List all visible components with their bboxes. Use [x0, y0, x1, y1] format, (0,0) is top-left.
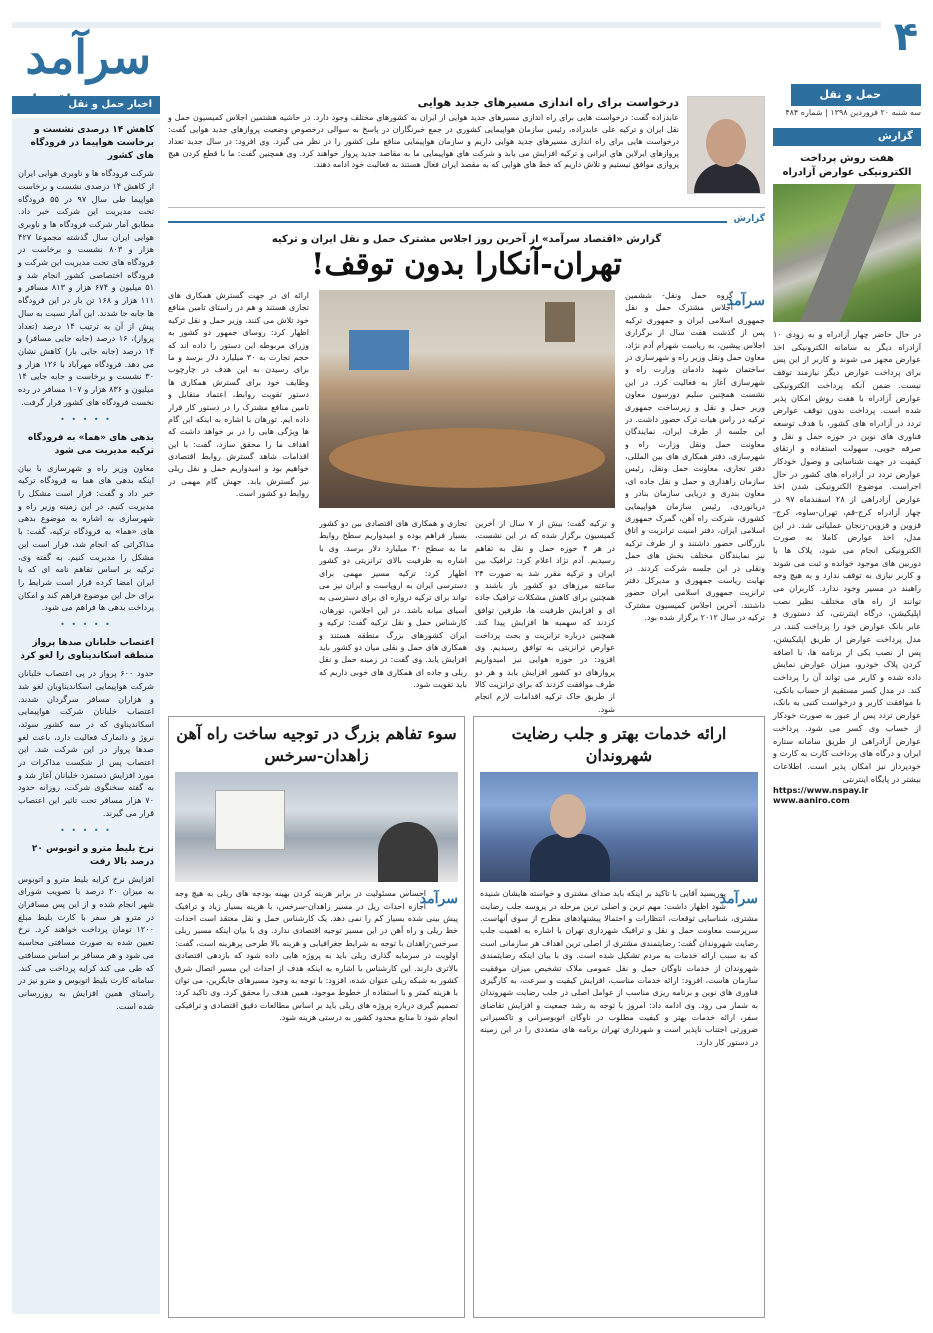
feature-headline: تهران-آنکارا بدون توقف! — [311, 247, 622, 282]
meeting-table-shape — [329, 428, 605, 488]
feature-column-4: ارائه ای در جهت گسترش همکاری های تجاری هستند و هم در راستای تامین منافع خود تلاش می کنند. وزیر حمل و نقل ترکیه اظهار کرد: روسای جمهور دو کشور به وزرای مربوطه این دستور را داده اند که حجم تجارت به ۳۰ میلیارد دلار برسد و ما برای رسیدن به این هدف در چارچوب وظایف خود برای گسترش همکاری ها دستور تقویت روابط، اعتماد متقابل و تامین منافع مشترک را در دستور کار قرار داده ایم. تورهان با اشاره به اینکه این گام ها ویژگی هایی را در بر خواهد داشت که اهداف ما را محقق سازد، گفت: با این اقدامات شاهد گسترش روابط اقتصادی خواهیم بود و امیدواریم حمل و نقل ریلی نیز گسترش یابد. جهش گام مهمی در روابط دو کشور است. — [168, 291, 309, 499]
news-item-body: معاون وزیر راه و شهرسازی با بیان اینکه بدهی های هما به فرودگاه ترکیه خبر داد و گفت: قرار است مشکل را مدیریت کنیم. در این زمینه وزیر راه و شهرسازی به اشاره به موضوع بدهی های «هما» به فرودگاه ترکیه، گفت: با مذاکراتی که انجام شد، قرار است این مشکل را مدیریت کنیم. به گفته وی، ترکیه بر اساس تفاهم نامه ای که با ایران امضا کرده قرار است شرایط را برای حل این موضوع فراهم کند و امکان پرداخت بدهی ها فراهم می شود. — [18, 462, 154, 613]
news-item-title: اعتصاب خلبانان صدها پرواز منطقه اسکاندیناوی را لغو کرد — [20, 638, 154, 662]
highway-photo — [773, 184, 921, 322]
top-story-body: عابدزاده گفت: درخواست هایی برای راه اندازی مسیرهای جدید هوایی از ایران به کشورهای مختلف وجود دارد. در حاشیه هشتمین اجلاس کمیسیون حمل و نقل ایران و ترکیه علی عابدزاده، رئیس سازمان هواپیمایی کشوری در جمع خبرنگاران در پاسخ به سوالی درخصوص وضعیت پروازهای جدید هوایی گفت: درخواست هایی برای راه اندازی مسیرهای جدید هوایی داریم و سازمان هواپیمایی منافع ملی کشور را در نظر می گیرد. وی افزود: در سال جدید تعداد پروازهای ایرلاین های ایرانی و ترکیه افزایش می یابد و شرکت های هواپیمایی ما به مقاصد جدید پرواز خواهند کرد. وی همچنین گفت: ما با قطع کردن هیچ پروازی موافق نیستیم و تلاش داریم که خط های هوایی که به مقصد ایران فعال هستند به فعالیت خود ادامه دهند. — [168, 113, 679, 170]
feature-kicker: گزارش «اقتصاد سرآمد» از آخرین روز اجلاس مشترک حمل و نقل ایران و ترکیه — [271, 234, 662, 245]
railway-body — [175, 888, 458, 1024]
citizen-services-box — [473, 716, 765, 1318]
meeting-screen-shape — [349, 330, 409, 370]
meeting-wall-shape — [545, 302, 575, 342]
section-label: حمل و نقل — [791, 84, 921, 106]
feature-rule — [168, 221, 765, 223]
railway-visit-photo — [175, 772, 458, 882]
news-item-title: بدهی های «هما» به فرودگاه ترکیه مدیریت می شود — [27, 432, 154, 456]
speaker-body-shape — [530, 834, 610, 882]
visitors-shape — [378, 822, 438, 882]
byline-logo-icon: سرآمد — [726, 293, 765, 309]
map-board-shape — [215, 790, 285, 850]
edition-line: سه شنبه ۲۰ فروردین ۱۳۹۸ | شماره ۴۸۴ — [785, 108, 921, 117]
speaker-photo — [480, 772, 758, 882]
road-lane-shape — [796, 184, 901, 322]
header-top-rule — [12, 22, 881, 28]
speaker-head-shape — [550, 794, 586, 838]
masthead-title: سرآمد — [25, 30, 151, 84]
citizen-services-title: ارائه خدمات بهتر و جلب رضایت شهروندان — [511, 724, 727, 765]
lower-boxes — [168, 716, 765, 1318]
portrait-suit-shape — [694, 163, 760, 194]
feature-column-1-text: گروه حمل ونقل- ششمین اجلاس مشترک حمل و نقل جمهوری اسلامی ایران و جمهوری ترکیه پس از گذشت هفت سال از برگزاری اجلاس پیشین، به ریاست شهرام آدم نژاد، معاون حمل ونقل وزیر راه و شهرسازی در ساختمان شهید دادمان وزارت راه و شهرسازی آغاز به فعالیت کرد. در این نشست همچنین سلیم دورسون معاون وزیر حمل و نقل و زیرساخت جمهوری ترکیه در راس هیات ترک حضور داشت. در این جلسه از طرف ایران، نمایندگان معاونت حمل ونقل وزارت راه و شهرسازی، دفتر همکاری های بین المللی، دفتر تجاری، معاونت حمل ونقل، رئیس سازمان راهداری و حمل و نقل جاده ای، معاون بندری و دریایی سازمان بنادر و دریانوردی، رئیس سازمان هواپیمایی کشوری، شرکت راه آهن، گمرک جمهوری اسلامی ایران، دفتر امنیت ترانزیت و اتاق بازرگانی حضور داشتند و از طرف ترکیه نیز نمایندگان مختلف بخش های حمل ونقلی در این جلسه شرکت کردند. در نهایت ریاست جمهوری و مدیرکل دفتر ترانزیت جمهوری اسلامی ایران حضور داشتند. آخرین اجلاس کمیسیون مشترک ترکیه در سال ۲۰۱۲ برگزار شده بود. — [625, 291, 765, 623]
nspay-url[interactable]: https://www.nspay.ir — [773, 785, 869, 796]
right-column-report — [773, 128, 921, 1318]
right-column-body: در حال حاضر چهار آزادراه و به زودی ۱۰ آزادراه دیگر به سامانه الکترونیکی اخذ عوارض مجهز می شوند و کاربر از این پس برای پرداخت عوارض دیگر نیازمند توقف نیست. ضمن آنکه پرداخت الکترونیکی عوارض آزادراه با هفت روش امکان پذیر شده است. پرداخت بدون توقف عوارض تردد در آزادراه های کشور، با هدف توسعه فناوری های نوین در حوزه حمل و نقل و صرفه جویی، سهولت استفاده و ارتقای کیفیت در جهت شناسایی و وصول خودکار عوارض تردد در آزادراه های کشور در حال اجراست. موضوع الکترونیکی شدن اخذ عوارض آزادراهی از ۲۸ اسفندماه ۹۷ در چهار آزادراه کرج-قم، تهران-ساوه، کرج-قزوین و قزوین-زنجان عملیاتی شد. در این مدل، اخذ عوارض کاملا به صورت الکترونیکی انجام می شود، پلاک ها با دوربین های موجود خوانده و ثبت می شوند و کاربر نیازی به توقف ندارد و به هیچ وجه راهبند در مسیر وجود ندارد. کاربران می توانند از راه های مختلف نظیر نصب اپلیکیشن، درگاه اینترنتی، کد دستوری و عابر بانک عوارض خود را پرداخت کنند. در مدل پرداخت عوارض از طریق اپلیکیشن، پس از نصب یکی از برنامه ها، با اضافه کردن پلاک خودرو، میزان عوارض نمایش داده شده و کاربر می تواند آن را پرداخت کند. در مدل کسر مستقیم از حساب بانکی، با موافقت کاربر و درخواست کتبی به بانک، عوارض تردد پس از عبور به صورت خودکار از حساب وی کسر می شود. پرداخت عوارض آزادراهی از طریق سامانه ستاره ایران و درگاه های پرداخت کارت به کارت و خودپرداز نیز امکان پذیر است. اطلاعات بیشتر در پایگاه اینترنتی — [773, 329, 922, 784]
top-story — [168, 96, 765, 208]
byline-logo-icon: سرآمد — [719, 891, 758, 908]
citizen-services-text: پوریسید آقایی با تاکید بر اینکه باید صدای مشتری و خواسته هایشان شنیده شود اظهار داشت: مهم ترین و اصلی ترین مرحله در پروسه جلب رضایت مشتری، شناسایی توقعات، انتظارات و احتمالا پیشنهادهای مطرح از سوی آنهاست. سرپرست معاونت حمل و نقل و ترافیک شهرداری تهران با اشاره به اهمیت جلب رضایت شهروندان گفت: رضایتمندی مشتری از اصلی ترین اهداف هر سازمانی است که به سبب ارائه خدمات به مردم تشکیل شده است. وی با بیان اینکه رضایتمندی شهروندان از خدمات ناوگان حمل و نقل عمومی ملاک تشخیص میزان موفقیت سازمان هاست، افزود: ارائه خدمات مناسب، افزایش کیفیت و سرعت، به کارگیری فناوری های نوین و برنامه ریزی مناسب از عوامل اصلی در جلب رضایت شهروندان به شمار می رود. وی ادامه داد: امروز با توجه به رشد جمعیت و افزایش تقاضای سفر، ارائه خدمات بهتر و کیفیت مطلوب در ناوگان اتوبوسرانی و تاکسیرانی ضرورتی اجتناب ناپذیر است و شهرداری تهران برنامه های متعددی را در این زمینه در دستور کار دارد. — [480, 889, 758, 1047]
feature-column-2: و ترکیه گفت: بیش از ۷ سال از آخرین کمیسیون برگزار شده که در این نشست، در هر ۴ حوزه حمل و نقل به تفاهم رسیدیم. آدم نژاد اعلام کرد: ترافیک بین ایران و ترکیه مقرر شد به صورت ۲۴ ساعته مرزهای دو کشور باز باشند و همچنین برای کاهش مشکلات ترافیک جاده ای و افزایش ظرفیت ها، طرفین توافق کردند که سهمیه ها افزایش پیدا کند. همچنین درباره ترانزیت و بحث پرداخت عوارض ترانزیتی به توافق رسیدیم. وی افزود: در حوزه هوایی نیز امیدواریم پروازهای دو کشور افزایش یابد و هر دو طرف موافقت کردند که برای ترانزیت کالا از طریق خاک ترکیه اقدامات لازم انجام شود. — [475, 519, 615, 714]
news-item-body: شرکت فرودگاه ها و ناوبری هوایی ایران از کاهش ۱۴ درصدی نشست و برخاست هواپیما طی سال ۹۷ در ۵۵ فرودگاه تحت مدیریت این شرکت خبر داد. مطابق آمار شرکت فرودگاه ها و ناوبری هوایی ایران سال گذشته مجموعا ۴۲۷ هزار و ۸۰۳ نشست و برخاست در فرودگاه های تحت مدیریت این شرکت و فرودگاه اختصاصی کشور انجام شد و ۵۱ میلیون و ۶۷۴ هزار و ۸۱۳ مسافر و ۱۱۱ هزار و ۱۶۸ تن بار در این فرودگاه ها جابه جا شدند. این آمار نسبت به سال پیش از آن به ترتیب ۱۴ درصد (تعداد پرواز)، ۱۶ درصد (جابه جایی مسافر) و ۱۴ درصد (جابه جایی بار) کاهش نشان می دهد. فرودگاه مهرآباد با ۱۲۶ هزار و ۳۰ نشست و برخاست و جابه جایی ۱۴ میلیون و ۸۳۶ هزار و ۱۰۷ مسافر در رده نخست فرودگاه های کشور قرار گرفت. — [18, 168, 155, 407]
right-column-title: هفت روش پرداخت الکترونیکی عوارض آزادراه — [782, 153, 912, 178]
news-item-title: نرخ بلیط مترو و اتوبوس ۲۰ درصد بالا رفت — [31, 843, 154, 867]
railway-title: سوء تفاهم بزرگ در توجیه ساخت راه آهن زاهدان-سرخس — [176, 724, 457, 765]
news-separator: • • • • • — [60, 620, 112, 630]
news-item-body: افزایش نرخ کرایه بلیط مترو و اتوبوس به میزان ۲۰ درصد با تصویب شورای شهر انجام شده و از این پس مسافران در مترو هر سفر با کارت بلیط مبلغ ۱۲۰۰ تومان پرداخت خواهند کرد. نرخ تعیین شده به صورت مسافتی محاسبه می شود و هر مسافر بر اساس مسافتی که طی می کند کرایه پرداخت می کند. سامانه کارت بلیط اتوبوس و مترو نیز در راستای همین افزایش به روزرسانی شده است. — [18, 873, 154, 1011]
news-item-body: حدود ۶۰۰ پرواز در پی اعتصاب خلبانان شرکت هواپیمایی اسکاندیناویان لغو شد و هزاران مسافر سرگردان شدند. اعتصاب خلبانان شرکت هواپیمایی اسکاندیناوی که در سه کشور سوئد، نروژ و دانمارک فعالیت دارد، باعث لغو صدها پرواز در این شرکت شد. این اعتصاب پس از شکست مذاکرات در مورد افزایش دستمزد خلبانان آغاز شد و به گفته سخنگوی شرکت، روزانه حدود ۷۰ هزار مسافر تحت تاثیر این اعتصاب قرار می گیرند. — [18, 668, 154, 818]
news-separator: • • • • • — [60, 825, 112, 835]
left-column-label: اخبار حمل و نقل — [12, 96, 160, 114]
top-story-title: درخواست برای راه اندازی مسیرهای جدید هوایی — [417, 96, 679, 109]
feature-column-3: تجاری و همکاری های اقتصادی بین دو کشور بسیار فراهم بوده و امیدواریم سطح روابط ما به سطح ۳۰ میلیارد دلار برسد. وی با اشاره به ظرفیت بالای ترانزیتی دو کشور اظهار کرد: ترکیه مسیر مهمی برای دسترسی ایران به اروپاست و ایران نیز می تواند برای ترکیه دروازه ای برای دسترسی به آسیای میانه باشد. در این اجلاس، تورهان، کارشناس حمل و نقل ترکیه گفت: ترکیه و ایران کشورهای بزرگ منطقه هستند و همکاری های حمل و نقلی میان دو کشور باید افزایش یابد. وی گفت: در زمینه حمل و نقل ریلی و جاده ای همکاری های خوبی داریم که باید تقویت شود. — [319, 519, 467, 690]
railway-text: احساس مسئولیت در برابر هزینه کردن بهینه بودجه های ریلی به هیچ وجه اجازه احداث ریل در مسیر زاهدان-سرخس، با هزینه بسیار زیاد و ترافیک پیش بینی شده بسیار کم را نمی دهد. یک کارشناس حمل و نقل معتقد است احداث خط ریلی و راه آهن در این مسیر توجیه اقتصادی ندارد. وی با بیان اینکه مسیر ریلی سرخس-زاهدان با توجه به شرایط جغرافیایی و هزینه بالا طرحی پرهزینه است، گفت: اولویت در سرمایه گذاری ریلی باید به پروژه هایی داده شود که بازدهی اقتصادی بالاتری دارند. این کارشناس با اشاره به اینکه هدف از احداث این مسیر اتصال شرق کشور به شبکه ریلی عنوان شده، افزود: با توجه به وجود مسیرهای جایگزین، می توان با هزینه کمتر و با استفاده از خطوط موجود، همین هدف را محقق کرد. وی تاکید کرد: تصمیم گیری درباره پروژه های ریلی باید بر اساس مطالعات دقیق اقتصادی و ترافیکی انجام شود تا منابع محدود کشور به درستی هزینه شود. — [175, 889, 458, 1023]
left-column-news — [12, 96, 160, 1318]
top-story-text — [168, 96, 679, 171]
railway-box — [168, 716, 465, 1318]
right-column-label: گزارش — [773, 128, 921, 146]
news-separator: • • • • • — [60, 414, 112, 424]
news-list — [12, 118, 160, 1314]
feature-article — [168, 290, 765, 740]
aaniro-url[interactable]: www.aaniro.com — [773, 795, 850, 806]
feature-column-1 — [625, 290, 765, 740]
main-content — [168, 96, 765, 1318]
news-item-title: کاهش ۱۴ درصدی نشست و برخاست هواپیما در فرودگاه های کشور — [30, 125, 154, 162]
portrait-face-shape — [706, 119, 746, 167]
meeting-photo — [319, 290, 615, 508]
feature-section-label — [168, 214, 765, 230]
feature-label-text: گزارش — [727, 214, 765, 224]
byline-logo-icon: سرآمد — [419, 891, 458, 908]
page-number: ۴ — [893, 14, 919, 60]
official-portrait-photo — [687, 96, 765, 194]
citizen-services-body — [480, 888, 758, 1049]
